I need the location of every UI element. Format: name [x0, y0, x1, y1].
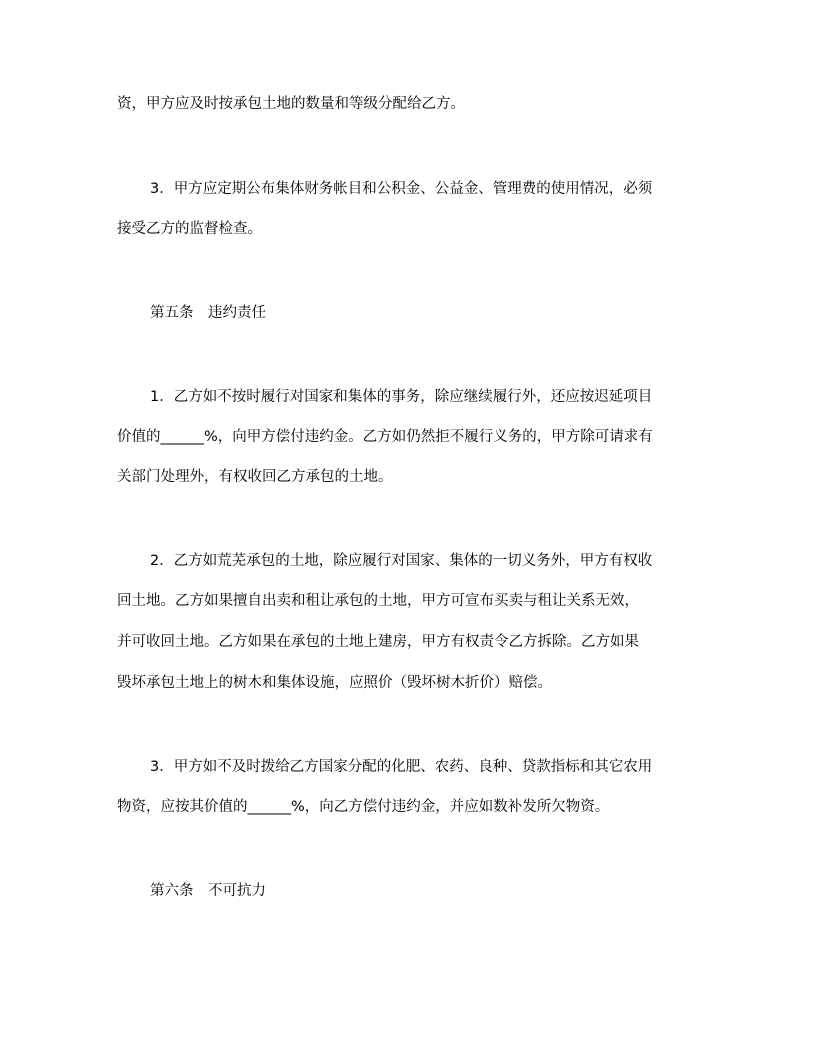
clause-item-3-line-2: 接受乙方的监督检查。: [117, 221, 262, 237]
breach-item-1-line-2: 价值的______%，向甲方偿付违约金。乙方如仍然拒不履行义务的，甲方除可请求有: [117, 429, 653, 445]
article-heading-5: 第五条 违约责任: [150, 305, 266, 321]
breach-item-2-line-2: 回土地。乙方如果擅自出卖和租让承包的土地，甲方可宣布买卖与租让关系无效，: [117, 593, 639, 609]
clause-item-3-line-1: 3．甲方应定期公布集体财务帐目和公积金、公益金、管理费的使用情况，必须: [150, 181, 653, 197]
article-heading-6: 第六条 不可抗力: [150, 883, 266, 899]
breach-item-1-line-1: 1．乙方如不按时履行对国家和集体的事务，除应继续履行外，还应按迟延项目: [150, 389, 653, 405]
breach-item-3-line-2: 物资，应按其价值的______%，向乙方偿付违约金，并应如数补发所欠物资。: [117, 799, 610, 815]
breach-item-3-line-1: 3．甲方如不及时拨给乙方国家分配的化肥、农药、良种、贷款指标和其它农用: [150, 759, 653, 775]
text-line: 资，甲方应及时按承包土地的数量和等级分配给乙方。: [117, 96, 465, 112]
breach-item-2-line-4: 毁坏承包土地上的树木和集体设施，应照价（毁坏树木折价）赔偿。: [117, 675, 552, 691]
breach-item-2-line-3: 并可收回土地。乙方如果在承包的土地上建房，甲方有权责令乙方拆除。乙方如果: [117, 634, 639, 650]
breach-item-1-line-3: 关部门处理外，有权收回乙方承包的土地。: [117, 469, 393, 485]
breach-item-2-line-1: 2．乙方如荒芜承包的土地，除应履行对国家、集体的一切义务外，甲方有权收: [150, 553, 653, 569]
